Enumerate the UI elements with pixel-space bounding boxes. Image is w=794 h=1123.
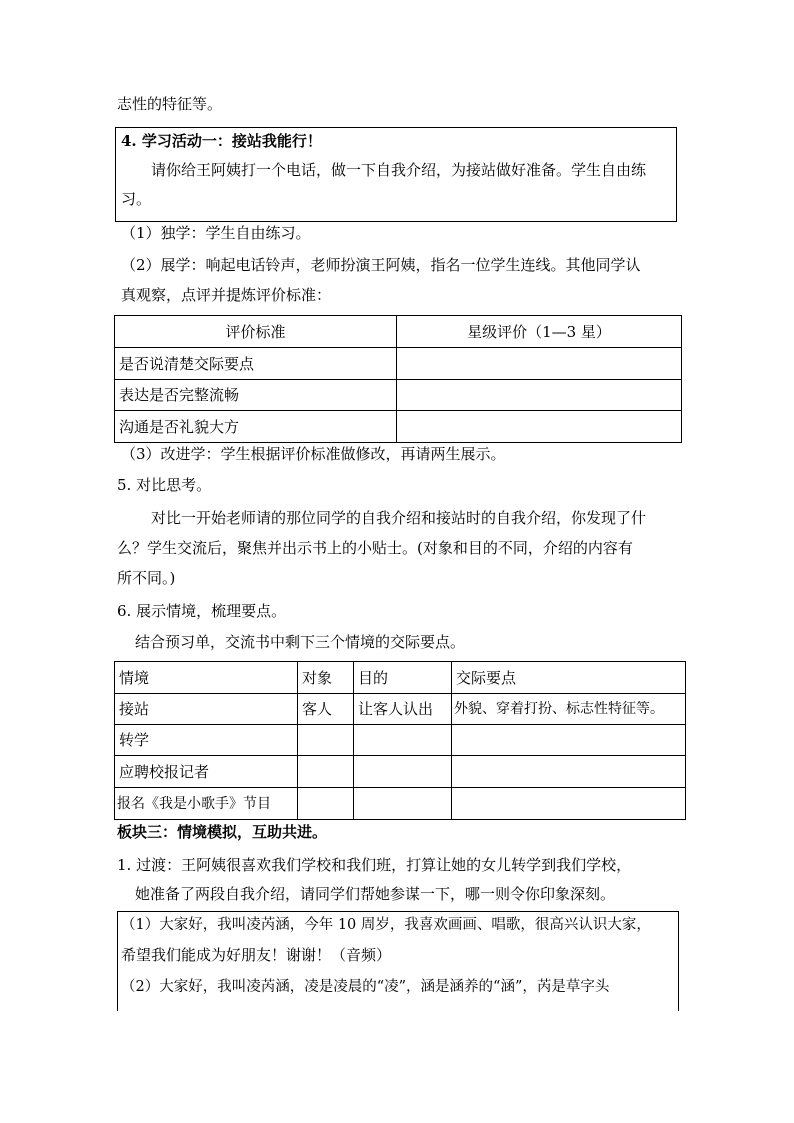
table-cell <box>397 380 682 411</box>
intro-line: 志性的特征等。 <box>117 95 223 113</box>
table-row <box>115 756 686 788</box>
table-cell <box>452 788 686 820</box>
table-header-cell: 交际要点 <box>452 662 686 694</box>
transition-line-2: 她准备了两段自我介绍，请同学们帮她参谋一下，哪一则令你印象深刻。 <box>135 885 616 903</box>
table-cell: 让客人认出 <box>354 694 452 725</box>
table-cell: 转学 <box>115 725 298 756</box>
table-cell <box>452 756 686 788</box>
block-3-title: 板块三：情境模拟，互助共进。 <box>117 823 328 841</box>
intro-box-line-2: 希望我们能成为好朋友！谢谢！（音频） <box>121 946 392 964</box>
intro-box-line-1: （1）大家好，我叫凌芮涵，今年 10 周岁，我喜欢画画、唱歌，很高兴认识大家， <box>121 917 651 933</box>
table-cell <box>354 788 452 820</box>
section-6-title: 6. 展示情境，梳理要点。 <box>117 602 287 620</box>
table-row <box>115 788 686 820</box>
step-2-line-2: 真观察，点评并提炼评价标准： <box>121 286 332 304</box>
activity-line-1: 请你给王阿姨打一个电话，做一下自我介绍，为接站做好准备。学生自由练 <box>151 161 647 179</box>
table-row <box>115 662 686 694</box>
table-cell: 应聘校报记者 <box>115 756 298 788</box>
table-cell <box>354 756 452 788</box>
table-cell: 报名《我是小歌手》节目 <box>115 788 298 820</box>
table-row <box>115 316 682 348</box>
table-cell <box>354 725 452 756</box>
intro-box-left-border <box>117 911 118 1011</box>
table-cell: 沟通是否礼貌大方 <box>115 411 397 443</box>
table-cell: 接站 <box>115 694 298 725</box>
transition-line-1: 1. 过渡：王阿姨很喜欢我们学校和我们班，打算让她的女儿转学到我们学校， <box>117 856 632 874</box>
table-cell: 是否说清楚交际要点 <box>115 348 397 380</box>
step-2-line-1: （2）展学：响起电话铃声，老师扮演王阿姨，指名一位学生连线。其他同学认 <box>121 256 641 274</box>
section-5-line-3: 所不同。) <box>117 569 176 587</box>
table-cell <box>397 411 682 443</box>
section-6-line-1: 结合预习单，交流书中剩下三个情境的交际要点。 <box>135 633 466 651</box>
intro-box-line-3: （2）大家好，我叫凌芮涵，凌是凌晨的“凌”，涵是涵养的“涵”，芮是草字头 <box>121 979 610 995</box>
table-cell: 外貌、穿着打扮、标志性特征等。 <box>452 694 686 725</box>
table-row <box>115 380 682 411</box>
scene-table <box>114 661 686 820</box>
intro-box-right-border <box>678 911 679 1011</box>
table-header-cell: 评价标准 <box>115 316 397 348</box>
table-cell: 表达是否完整流畅 <box>115 380 397 411</box>
table-header-cell: 对象 <box>298 662 354 694</box>
table-cell <box>298 756 354 788</box>
table-cell <box>452 725 686 756</box>
section-5-line-2: 么？学生交流后，聚焦并出示书上的小贴士。(对象和目的不同，介绍的内容有 <box>117 539 633 557</box>
table-cell <box>298 725 354 756</box>
section-5-title: 5. 对比思考。 <box>117 476 212 494</box>
table-row <box>115 694 686 725</box>
table-row <box>115 725 686 756</box>
section-5-line-1: 对比一开始老师请的那位同学的自我介绍和接站时的自我介绍，你发现了什 <box>151 509 647 527</box>
table-row <box>115 411 682 443</box>
table-header-cell: 星级评价（1—3 星） <box>397 316 682 348</box>
table-header-cell: 目的 <box>354 662 452 694</box>
evaluation-table <box>114 315 682 443</box>
table-row <box>115 348 682 380</box>
activity-title: 4. 学习活动一：接站我能行！ <box>121 132 322 150</box>
table-cell <box>298 788 354 820</box>
activity-line-2: 习。 <box>121 190 152 208</box>
step-3: （3）改进学：学生根据评价标准做修改，再请两生展示。 <box>121 445 506 463</box>
intro-box-top-border <box>117 911 679 912</box>
table-cell <box>397 348 682 380</box>
step-1: （1）独学：学生自由练习。 <box>121 224 311 242</box>
table-cell: 客人 <box>298 694 354 725</box>
table-header-cell: 情境 <box>115 662 298 694</box>
